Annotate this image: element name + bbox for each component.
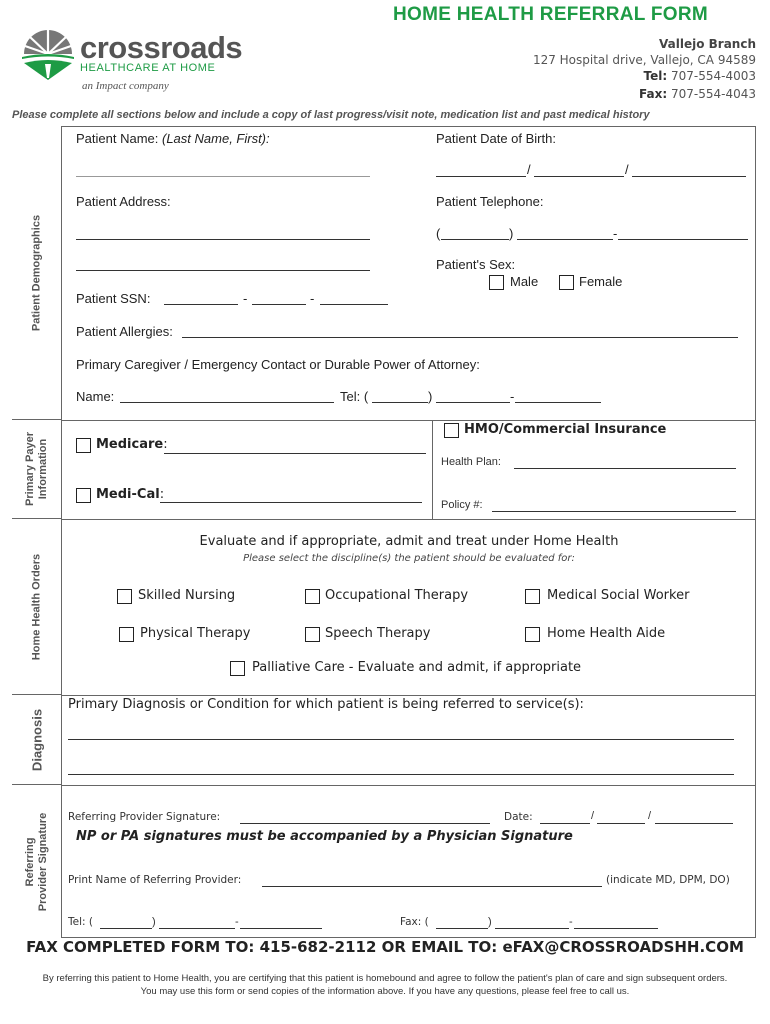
- skilled-nursing-label: Skilled Nursing: [138, 588, 236, 603]
- medical-field[interactable]: [160, 502, 422, 503]
- provider-fax-label: Fax: (: [400, 916, 429, 928]
- provider-tel-area-field[interactable]: [100, 928, 152, 929]
- signature-date-month-field[interactable]: [540, 823, 590, 824]
- dob-day-field[interactable]: [534, 176, 624, 177]
- policy-label: Policy #:: [441, 499, 483, 511]
- orders-heading: Evaluate and if appropriate, admit and treat under Home Health: [199, 534, 619, 549]
- provider-fax-area-field[interactable]: [436, 928, 488, 929]
- section-primary-payer: Primary Payer Information: [12, 420, 62, 519]
- logo-wordmark: crossroads: [80, 30, 243, 65]
- policy-field[interactable]: [492, 511, 736, 512]
- speech-therapy-label: Speech Therapy: [325, 626, 431, 641]
- palliative-care-label: Palliative Care - Evaluate and admit, if appropriate: [252, 660, 582, 675]
- fax-instructions: FAX COMPLETED FORM TO: 415-682-2112 OR EMAIL TO: eFAX@CROSSROADSHH.COM: [26, 938, 744, 956]
- telephone-label: Patient Telephone:: [436, 194, 544, 209]
- provider-tel-label: Tel: (: [68, 916, 93, 928]
- caregiver-tel-prefix-field[interactable]: [436, 402, 510, 403]
- home-health-aide-checkbox[interactable]: [525, 627, 540, 642]
- female-checkbox[interactable]: [559, 275, 574, 290]
- allergies-field[interactable]: [182, 337, 738, 338]
- home-health-aide-label: Home Health Aide: [547, 626, 666, 641]
- section-referring-provider: Referring Provider Signature: [12, 785, 62, 938]
- male-label: Male: [510, 274, 539, 289]
- provider-signature-label: Referring Provider Signature:: [68, 811, 221, 823]
- print-name-field[interactable]: [262, 886, 602, 887]
- telephone-line-field[interactable]: [618, 239, 748, 240]
- medicare-field[interactable]: [164, 453, 426, 454]
- caregiver-name-field[interactable]: [120, 402, 334, 403]
- telephone-prefix-field[interactable]: [517, 239, 613, 240]
- male-checkbox[interactable]: [489, 275, 504, 290]
- signature-date-year-field[interactable]: [655, 823, 733, 824]
- caregiver-label: Primary Caregiver / Emergency Contact or Durable Power of Attorney:: [76, 357, 480, 372]
- occupational-therapy-checkbox[interactable]: [305, 589, 320, 604]
- palliative-care-checkbox[interactable]: [230, 661, 245, 676]
- instructions: Please complete all sections below and include a copy of last progress/visit note, medication list and past medical history: [12, 109, 650, 121]
- disclaimer-line1: By referring this patient to Home Health, you are certifying that this patient is homebound and agree to follow the patient's plan of care and sign subsequent orders.: [42, 973, 728, 984]
- hmo-label: HMO/Commercial Insurance: [464, 422, 667, 437]
- caregiver-tel-line-field[interactable]: [515, 402, 601, 403]
- provider-fax-line-field[interactable]: [574, 928, 658, 929]
- medical-social-worker-label: Medical Social Worker: [547, 588, 690, 603]
- caregiver-tel-label: Tel: (: [340, 389, 369, 404]
- dob-month-field[interactable]: [436, 176, 526, 177]
- hmo-checkbox[interactable]: [444, 423, 459, 438]
- patient-name-label: Patient Name: (Last Name, First):: [76, 131, 270, 146]
- logo-subtitle: HEALTHCARE AT HOME: [80, 62, 216, 74]
- patient-name-field[interactable]: [76, 176, 370, 177]
- ssn-part3-field[interactable]: [320, 304, 388, 305]
- provider-signature-field[interactable]: [240, 823, 490, 824]
- diagnosis-line2-field[interactable]: [68, 774, 734, 775]
- signature-date-day-field[interactable]: [597, 823, 645, 824]
- ssn-label: Patient SSN:: [76, 291, 151, 306]
- caregiver-name-label: Name:: [76, 389, 115, 404]
- branch-tel: Tel: 707-554-4003: [643, 69, 756, 83]
- female-label: Female: [579, 274, 623, 289]
- address-label: Patient Address:: [76, 194, 171, 209]
- medical-label: Medi-Cal:: [96, 487, 165, 502]
- section-diagnosis: Diagnosis: [12, 695, 62, 785]
- health-plan-label: Health Plan:: [441, 456, 501, 468]
- indicate-credentials: (indicate MD, DPM, DO): [606, 874, 730, 886]
- medicare-checkbox[interactable]: [76, 438, 91, 453]
- section-home-health-orders: Home Health Orders: [12, 519, 62, 695]
- provider-tel-line-field[interactable]: [240, 928, 322, 929]
- medical-checkbox[interactable]: [76, 488, 91, 503]
- branch-name: Vallejo Branch: [659, 37, 756, 51]
- telephone-area-field[interactable]: [441, 239, 509, 240]
- skilled-nursing-checkbox[interactable]: [117, 589, 132, 604]
- form-title: HOME HEALTH REFERRAL FORM: [393, 4, 709, 25]
- np-pa-note: NP or PA signatures must be accompanied by a Physician Signature: [76, 829, 573, 844]
- physical-therapy-checkbox[interactable]: [119, 627, 134, 642]
- ssn-part2-field[interactable]: [252, 304, 306, 305]
- diagnosis-line1-field[interactable]: [68, 739, 734, 740]
- orders-subheading: Please select the discipline(s) the patient should be evaluated for:: [243, 553, 575, 564]
- disclaimer-line2: You may use this form or send copies of the information above. If you have any questions, please feel free to call us.: [140, 986, 630, 997]
- physical-therapy-label: Physical Therapy: [140, 626, 251, 641]
- ssn-part1-field[interactable]: [164, 304, 238, 305]
- health-plan-field[interactable]: [514, 468, 736, 469]
- medical-social-worker-checkbox[interactable]: [525, 589, 540, 604]
- provider-tel-prefix-field[interactable]: [159, 928, 235, 929]
- branch-address: 127 Hospital drive, Vallejo, CA 94589: [532, 53, 756, 67]
- medicare-label: Medicare:: [96, 437, 168, 452]
- dob-year-field[interactable]: [632, 176, 746, 177]
- address-line1-field[interactable]: [76, 239, 370, 240]
- section-patient-demographics: Patient Demographics: [12, 126, 62, 420]
- occupational-therapy-label: Occupational Therapy: [325, 588, 469, 603]
- branch-fax: Fax: 707-554-4043: [639, 87, 756, 101]
- dob-label: Patient Date of Birth:: [436, 131, 556, 146]
- print-name-label: Print Name of Referring Provider:: [68, 874, 242, 886]
- signature-date-label: Date:: [504, 811, 533, 823]
- address-line2-field[interactable]: [76, 270, 370, 271]
- diagnosis-heading: Primary Diagnosis or Condition for which patient is being referred to service(s):: [68, 697, 584, 712]
- caregiver-tel-area-field[interactable]: [372, 402, 428, 403]
- sex-label: Patient's Sex:: [436, 257, 516, 272]
- crossroads-logo-icon: [20, 26, 76, 82]
- provider-fax-prefix-field[interactable]: [495, 928, 569, 929]
- speech-therapy-checkbox[interactable]: [305, 627, 320, 642]
- allergies-label: Patient Allergies:: [76, 324, 173, 339]
- logo-tagline: an Impact company: [82, 80, 169, 92]
